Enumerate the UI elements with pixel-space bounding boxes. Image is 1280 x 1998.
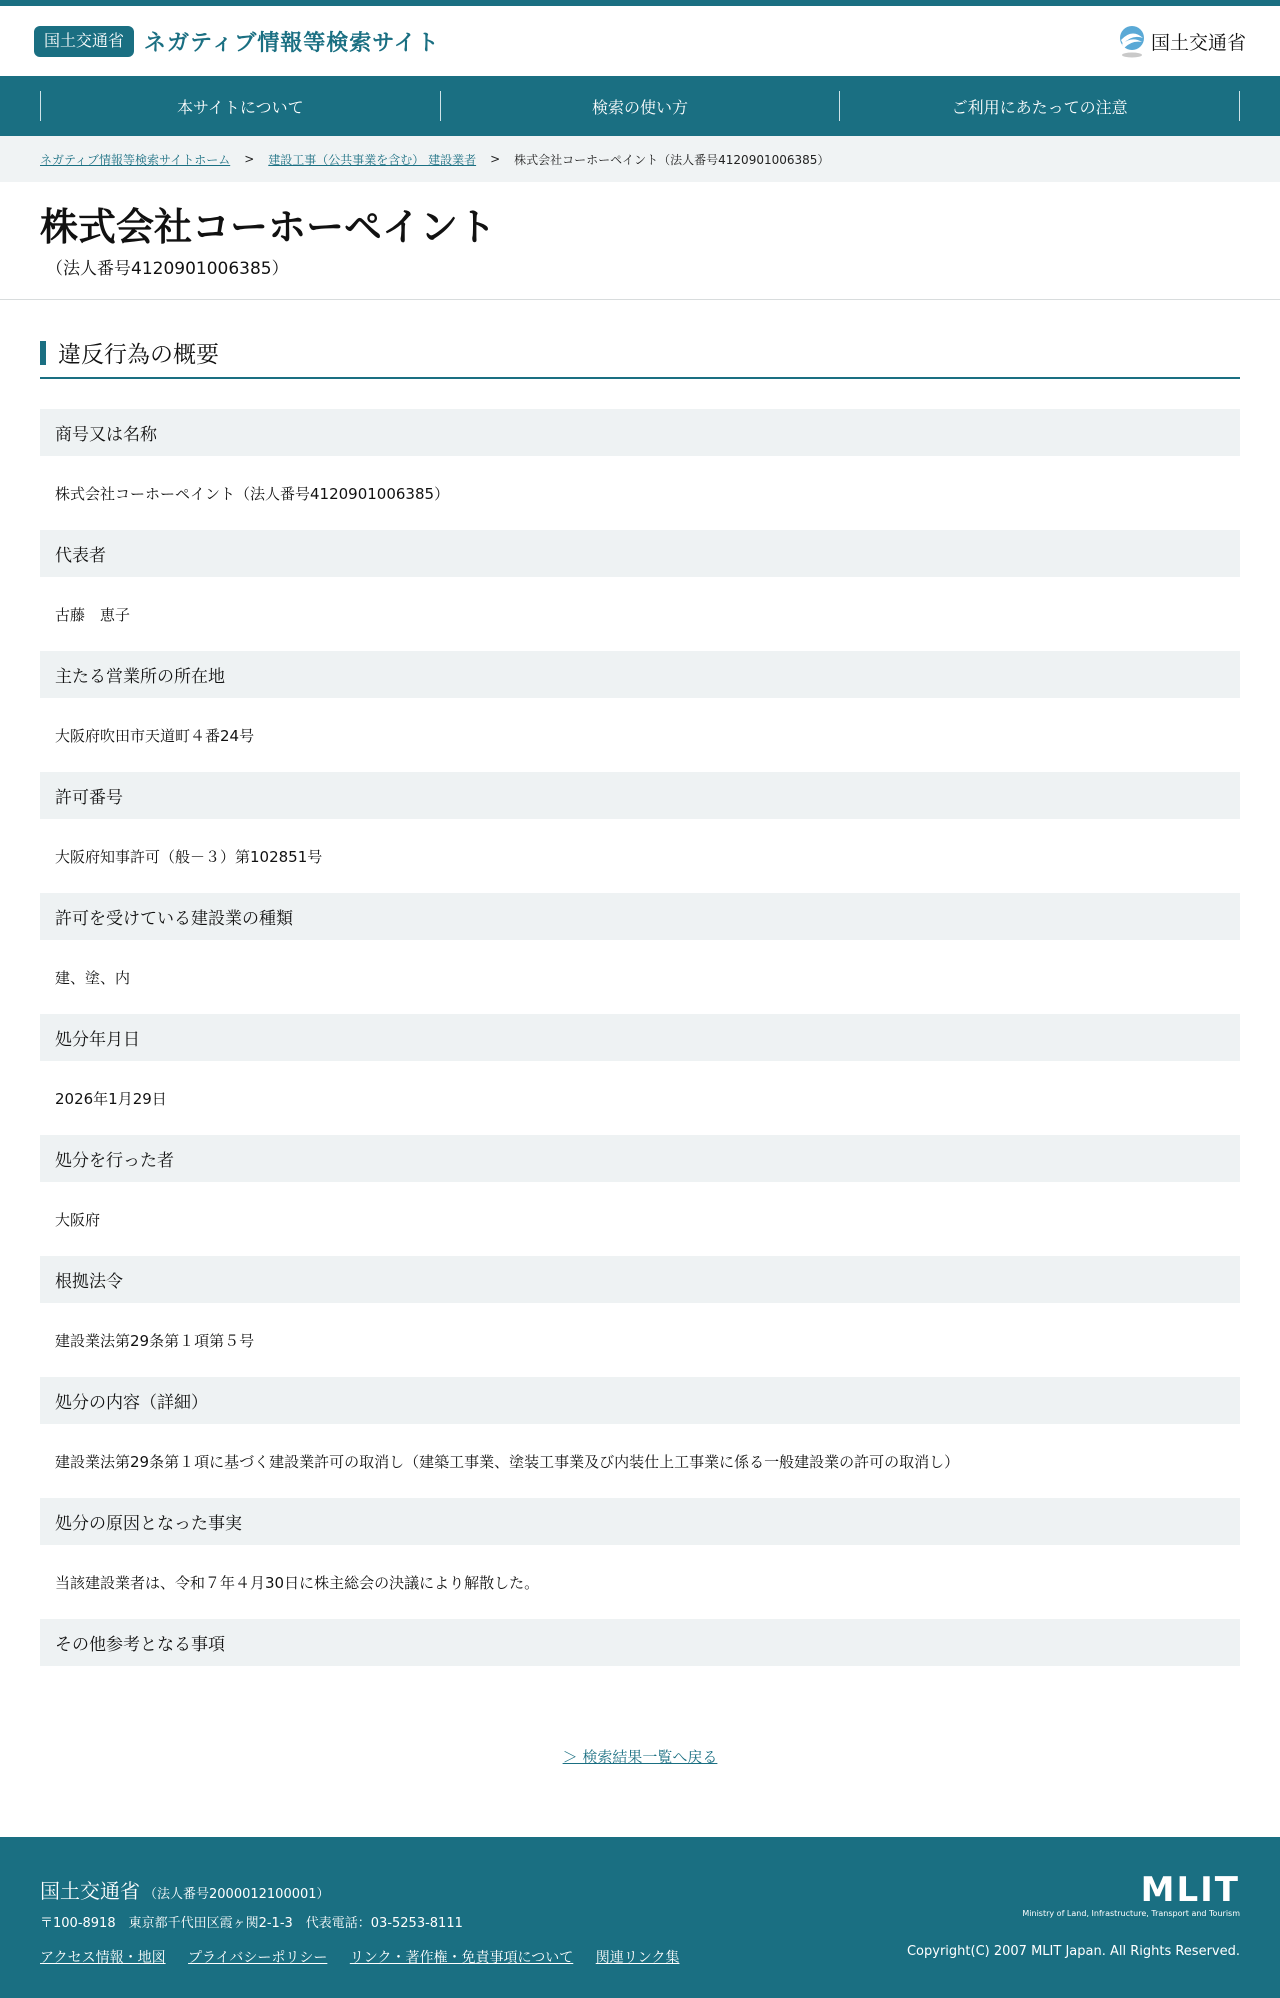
field-label-other-notes: その他参考となる事項 [40, 1619, 1240, 1666]
footer-link-access[interactable]: アクセス情報・地図 [40, 1950, 166, 1966]
footer-link-copyright[interactable]: リンク・著作権・免責事項について [349, 1950, 574, 1966]
footer-info [40, 1875, 697, 1967]
breadcrumb-home-link[interactable]: ネガティブ情報等検索サイトホーム [40, 152, 231, 167]
main-content [0, 300, 1280, 1767]
field-value-company-name: 株式会社コーホーペイント（法人番号4120901006385） [55, 484, 450, 503]
nav-item-about[interactable]: 本サイトについて [177, 97, 304, 117]
violation-details [40, 409, 1240, 1726]
field-label-representative: 代表者 [40, 530, 1240, 577]
footer-link-related[interactable]: 関連リンク集 [595, 1950, 680, 1966]
footer-address: 〒100-8918 東京都千代田区霞ヶ関2-1-3 代表電話：03-5253-8111 [40, 1916, 463, 1931]
field-label-legal-basis: 根拠法令 [40, 1256, 1240, 1303]
field-value-office-address: 大阪府吹田市天道町４番24号 [55, 726, 255, 745]
site-footer [0, 1837, 1280, 1998]
site-brand[interactable] [34, 26, 440, 57]
mlit-emblem-icon [1117, 24, 1147, 58]
field-value-disposing-authority: 大阪府 [55, 1210, 101, 1229]
field-label-company-name: 商号又は名称 [40, 409, 1240, 456]
breadcrumb [0, 136, 1280, 182]
field-value-cause-facts: 当該建設業者は、令和７年４月30日に株主総会の決議により解散した。 [55, 1573, 540, 1592]
field-value-disposition-date: 2026年1月29日 [55, 1089, 167, 1108]
field-label-disposition-date: 処分年月日 [40, 1014, 1240, 1061]
field-label-office-address: 主たる営業所の所在地 [40, 651, 1240, 698]
field-value-other-notes [40, 1666, 1240, 1726]
breadcrumb-category-link[interactable]: 建設工事（公共事業を含む） 建設業者 [268, 152, 477, 167]
site-header [0, 6, 1280, 76]
page-subtitle: （法人番号4120901006385） [46, 259, 289, 279]
field-value-disposition-details: 建設業法第29条第１項に基づく建設業許可の取消し（建築工事業、塗装工事業及び内装仕上工事業に係る一般建設業の許可の取消し） [55, 1452, 960, 1471]
breadcrumb-separator: > [244, 152, 255, 166]
footer-org-name: 国土交通省 [40, 1879, 140, 1903]
field-value-license-number: 大阪府知事許可（般－３）第102851号 [55, 847, 323, 866]
ministry-logo[interactable] [1117, 24, 1246, 58]
nav-item-how-to-search[interactable]: 検索の使い方 [592, 97, 689, 117]
field-label-disposing-authority: 処分を行った者 [40, 1135, 1240, 1182]
copyright-text: Copyright(C) 2007 MLIT Japan. All Rights Reserved. [906, 1944, 1240, 1959]
footer-link-privacy[interactable]: プライバシーポリシー [188, 1950, 328, 1966]
page-title-area [0, 182, 1280, 300]
site-title[interactable]: ネガティブ情報等検索サイト [144, 30, 440, 56]
field-label-license-number: 許可番号 [40, 772, 1240, 819]
back-link-wrap [40, 1746, 1240, 1767]
mlit-logo: MLIT [1140, 1870, 1240, 1910]
field-label-license-types: 許可を受けている建設業の種類 [40, 893, 1240, 940]
section-heading [40, 336, 1240, 379]
mlit-tagline: Ministry of Land, Infrastructure, Transport and Tourism [1022, 1909, 1240, 1918]
breadcrumb-separator: > [490, 152, 501, 166]
section-heading-bar [40, 341, 46, 365]
field-value-representative: 古藤 恵子 [55, 605, 131, 624]
ministry-logo-text: 国土交通省 [1150, 31, 1246, 54]
footer-brand [906, 1870, 1240, 1959]
footer-org-line [40, 1875, 697, 1904]
field-label-disposition-details: 処分の内容（詳細） [40, 1377, 1240, 1424]
back-to-results-link[interactable]: ＞ 検索結果一覧へ戻る [562, 1748, 718, 1766]
breadcrumb-current: 株式会社コーホーペイント（法人番号4120901006385） [514, 152, 830, 167]
ministry-badge[interactable]: 国土交通省 [34, 26, 134, 57]
nav-item-notes[interactable]: ご利用にあたっての注意 [951, 97, 1128, 117]
footer-corp-number: （法人番号2000012100001） [144, 1887, 330, 1902]
field-value-legal-basis: 建設業法第29条第１項第５号 [55, 1331, 255, 1350]
nav-divider [1239, 91, 1240, 121]
main-nav [0, 76, 1280, 136]
field-label-cause-facts: 処分の原因となった事実 [40, 1498, 1240, 1545]
section-title: 違反行為の概要 [58, 342, 219, 368]
page-title: 株式会社コーホーペイント [40, 205, 497, 249]
footer-links [40, 1947, 697, 1967]
field-value-license-types: 建、塗、内 [55, 968, 131, 987]
